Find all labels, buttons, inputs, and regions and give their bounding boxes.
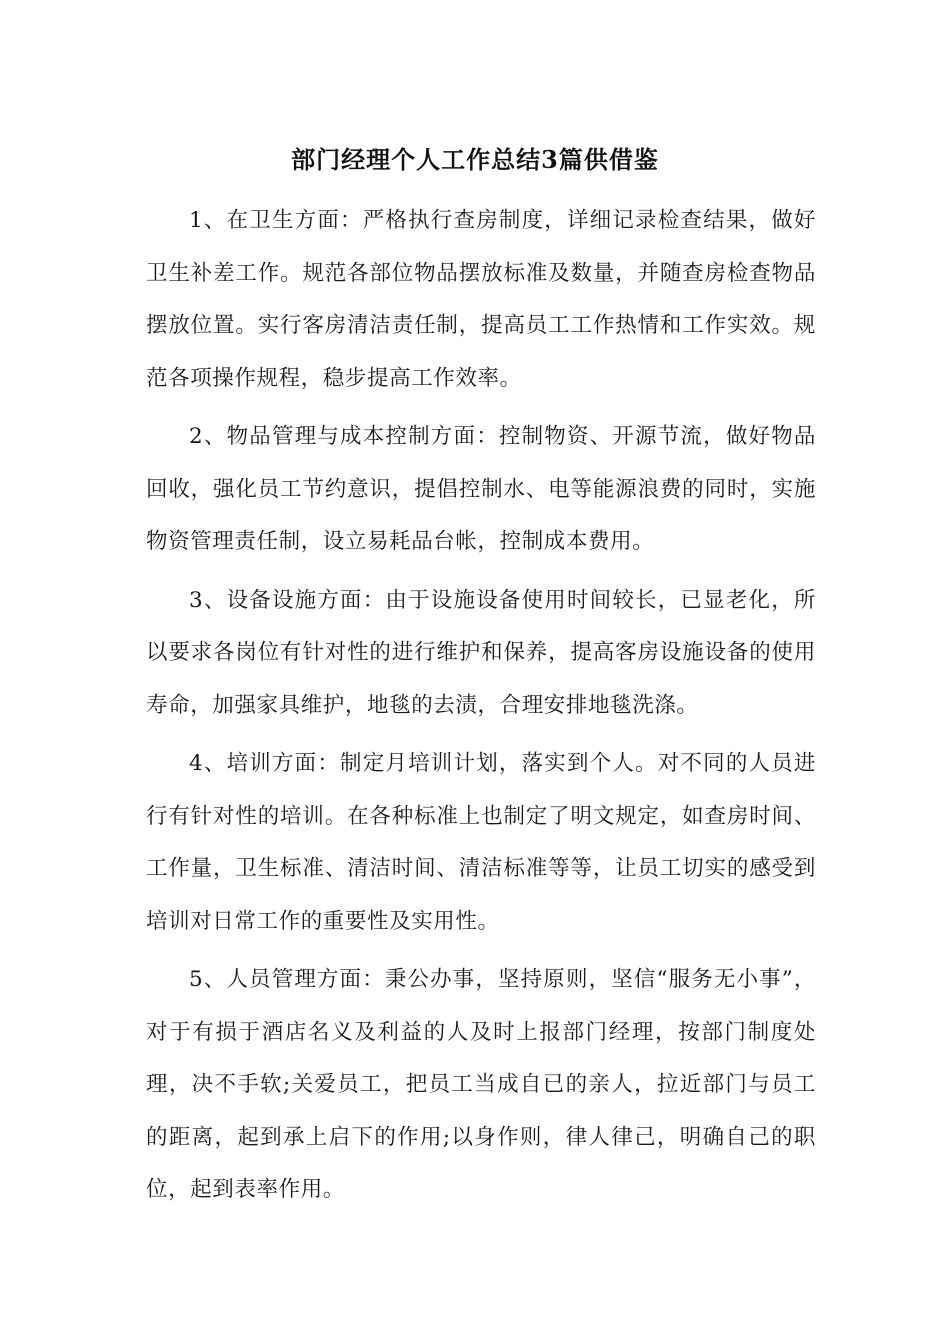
paragraph-hygiene: 1、在卫生方面：严格执行查房制度，详细记录检查结果，做好卫生补差工作。规范各部位物品摆放标准及数量，并随查房检查物品摆放位置。实行客房清洁责任制，提高员工工作热情和工作实效。规范各项操作规程，稳步提高工作效率。 xyxy=(146,208,816,391)
paragraph-cost-control: 2、物品管理与成本控制方面：控制物资、开源节流，做好物品回收，强化员工节约意识，提倡控制水、电等能源浪费的同时，实施物资管理责任制，设立易耗品台帐，控制成本费用。 xyxy=(146,424,816,554)
document-title: 部门经理个人工作总结3篇供借鉴 xyxy=(291,145,659,174)
paragraph-staff-management: 5、人员管理方面：秉公办事，坚持原则，坚信“服务无小事”，对于有损于酒店名义及利益的人及时上报部门经理，按部门制度处理，决不手软;关爱员工，把员工当成自已的亲人，拉近部门与员工的距离，起到承上启下的作用;以身作则，律人律己，明确自己的职位，起到表率作用。 xyxy=(146,967,816,1202)
paragraph-equipment: 3、设备设施方面：由于设施设备使用时间较长，已显老化，所以要求各岗位有针对性的进行维护和保养，提高客房设施设备的使用寿命，加强家具维护，地毯的去渍，合理安排地毯洗涤。 xyxy=(146,587,816,718)
paragraph-training: 4、培训方面：制定月培训计划，落实到个人。对不同的人员进行有针对性的培训。在各种标准上也制定了明文规定，如查房时间、工作量，卫生标准、清洁时间、清洁标准等等，让员工切实的感受到培训对日常工作的重要性及实用性。 xyxy=(146,751,816,934)
document-body xyxy=(146,195,816,1223)
